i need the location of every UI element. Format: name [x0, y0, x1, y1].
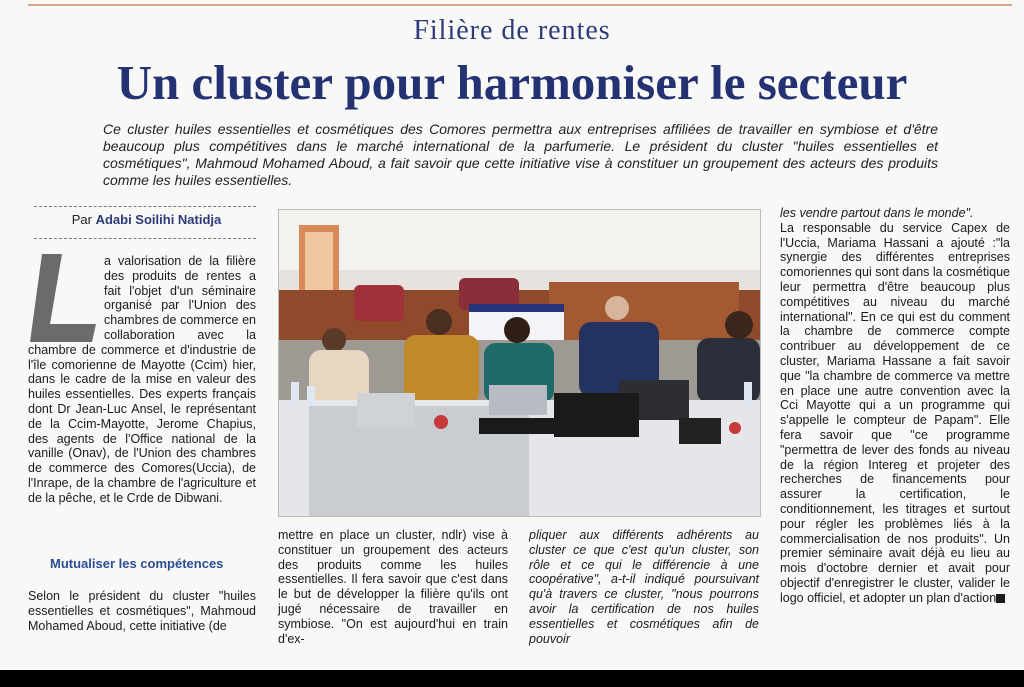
column-1 [28, 254, 256, 506]
subhead: Mutualiser les compétences [50, 556, 224, 571]
lede-paragraph: Ce cluster huiles essentielles et cosmétiques des Comores permettra aux entreprises affiliées de travailler en symbiose et d'être beaucoup plus compétitives dans le marché international de la parfumerie. Le président du cluster "huiles essentielles et cosmétiques", Mahmoud Mohamed Aboud, a fait savoir que cette initiative vise à constituer un groupement des acteurs des produits comme les huiles essentielles. [103, 121, 938, 188]
seminar-photo [278, 209, 761, 517]
end-mark [996, 594, 1005, 603]
column-1-after-text: Selon le président du cluster "huiles essentielles et cosmétiques", Mahmoud Mohamed Aboud, cette initiative (de [28, 589, 256, 633]
section-kicker: Filière de rentes [413, 15, 611, 46]
column-4-p2-wrap [780, 221, 1010, 606]
column-4-p1: les vendre partout dans le monde". [780, 206, 974, 220]
column-1-text: a valorisation de la filière des produits de rentes a fait l'objet d'un séminaire organisé par l'Union des chambres de commerce en collaboration avec la chambre de commerce et d'industrie de l'île comorienne de Mayotte (Ccim) hier, dans le cadre de la mise en valeur des huiles essentielles. Des experts français dont Dr Jean-Luc Ansel, le représentant de la Ccim-Mayotte, Jerome Chapius, des agents de l'Office national de la vanille (Onav), de l'Union des chambres de commerce des Comores(Uccia), de l'Inrape, de la chambre de l'agriculture et de la pêche, et le Crde de Dibwani. [28, 254, 256, 505]
column-2 [278, 528, 508, 646]
column-3 [529, 528, 759, 646]
top-rule [28, 4, 1012, 6]
column-4 [780, 206, 1010, 606]
byline-rule-bottom [34, 238, 256, 239]
byline-author: Adabi Soilihi Natidja [95, 212, 222, 227]
bottom-bar [0, 670, 1024, 687]
byline-prefix: Par [71, 212, 92, 227]
headline: Un cluster pour harmoniser le secteur [116, 55, 908, 110]
column-1-continued [28, 589, 256, 633]
column-4-p2: La responsable du service Capex de l'Uccia, Mariama Hassani a ajouté :"la synergie des différentes entreprises comoriennes qui sont dans la cosmétique leur permettra d'être beaucoup plus compétitives au niveau du marché international". En ce qui est du comment la chambre de commerce compte contribuer au développement de ce cluster, Mariama Hassane a fait savoir que "la chambre de commerce va mettre en place une autre convention avec la Cci Mayotte qui a un programme qui s'appelle le compteur de Papam". Elle fera savoir que "ce programme "permettra de lever des fonds au niveau de la région Intereg et projeter des recherches de financements pour assurer la certification, le conditionnement, les titrages et surtout pour régler les problèmes liés à la commercialisation de nos produits". Un premier séminaire avait déjà eu lieu au mois d'octobre dernier et avait pour objectif d'enregistrer le cluster, valider le logo officiel, et adopter un plan d'action [780, 220, 1010, 605]
byline-rule-top [34, 206, 256, 207]
byline [34, 212, 259, 227]
column-2-text: mettre en place un cluster, ndlr) vise à constituer un groupement des acteurs des produits comme les huiles essentielles. Il fera savoir que c'est dans le but de développer la filière qu'ils ont jugé nécessaire de travailler en symbiose. "On est aujourd'hui en train d'ex- [278, 528, 508, 646]
dropcap-spacer [28, 254, 104, 342]
column-3-text: pliquer aux différents adhérents au cluster ce que c'est qu'un cluster, son rôle et ce qui le différencie à une coopérative", a-t-il indiqué poursuivant qu'à travers ce cluster, "nous pourrons avoir la certification de nos huiles essentielles et cosmétiques afin de pouvoir [529, 528, 759, 646]
